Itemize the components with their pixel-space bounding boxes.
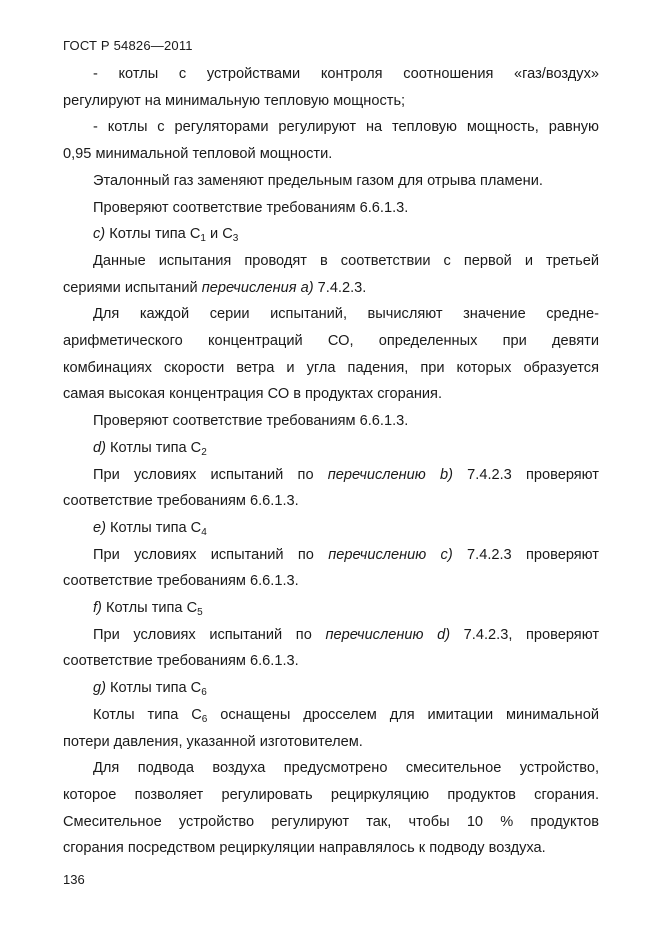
paragraph-5-line-1 — [63, 248, 599, 275]
heading-text: и С — [205, 226, 233, 243]
item-letter: g) — [93, 680, 106, 697]
text-line: При условиях испытаний по — [93, 626, 326, 643]
text-line: Смесительное устройство регулируют так, чтобы 10 % продуктов — [63, 813, 599, 830]
paragraph-9-line-1 — [63, 542, 599, 569]
subsection-heading-d — [63, 435, 599, 462]
paragraph-6-line-3 — [63, 355, 599, 382]
paragraph-12-line-3 — [63, 809, 599, 836]
text-line: которое позволяет регулировать рециркуляцию продуктов сгорания. — [63, 786, 599, 803]
paragraph-6-line-2 — [63, 328, 599, 355]
paragraph-11-line-1 — [63, 702, 599, 729]
text-line: самая высокая концентрация СО в продуктах сгорания. — [63, 386, 443, 403]
paragraph-6-line-1 — [63, 301, 599, 328]
paragraph-12-line-1 — [63, 755, 599, 782]
text-line: 7.4.2.3. — [313, 279, 367, 296]
subscript: 5 — [197, 607, 203, 619]
text-line: Котлы типа С — [93, 706, 202, 723]
text-line: соответствие требованиям 6.6.1.3. — [63, 493, 299, 510]
heading-text: Котлы типа С — [105, 680, 202, 697]
text-line: 7.4.2.3 проверяют — [452, 546, 599, 563]
paragraph-9-line-2 — [63, 568, 599, 595]
subscript: 1 — [200, 233, 206, 245]
paragraph-12-line-4 — [63, 835, 599, 862]
subscript: 6 — [201, 687, 207, 699]
paragraph-4: Проверяют соответствие требованиям 6.6.1.3. — [93, 199, 409, 216]
text-line: регулируют на минимальную тепловую мощность; — [63, 92, 406, 109]
text-line: Для подвода воздуха предусмотрено смесительное устройство, — [93, 760, 599, 777]
text-line: - котлы с устройствами контроля соотношения «газ/воздух» — [93, 66, 599, 82]
paragraph-6-line-4 — [63, 381, 599, 408]
paragraph-3: Эталонный газ заменяют предельным газом для отрыва пламени. — [93, 172, 543, 189]
paragraph-1-line-2 — [63, 88, 599, 115]
document-header: ГОСТ Р 54826—2011 — [63, 38, 193, 53]
text-line: оснащены дросселем для имитации минимальной — [207, 706, 599, 723]
subsection-heading-f — [63, 595, 599, 622]
item-reference: перечисления а) — [201, 279, 314, 296]
item-letter: e) — [93, 519, 106, 536]
heading-text: Котлы типа С — [105, 439, 202, 456]
text-line: 7.4.2.3 проверяют — [452, 466, 599, 483]
item-letter: d) — [93, 439, 106, 456]
item-letter: f) — [93, 600, 102, 617]
paragraph-10-line-1 — [63, 622, 599, 649]
paragraph-2-line-2 — [63, 141, 599, 168]
text-line: Для каждой серии испытаний, вычисляют значение средне- — [93, 306, 599, 323]
paragraph-2-line-1 — [63, 114, 599, 141]
text-line: арифметического концентраций СО, определенных при девяти — [63, 333, 599, 350]
text-line: При условиях испытаний по — [93, 466, 328, 483]
text-line: Данные испытания проводят в соответствии с первой и третьей — [93, 252, 599, 269]
text-line: сериями испытаний — [63, 279, 202, 296]
page-number: 136 — [63, 872, 85, 887]
text-line: потери давления, указанной изготовителем. — [63, 733, 363, 750]
subscript: 3 — [232, 233, 239, 245]
paragraph-12-line-2 — [63, 782, 599, 809]
heading-text: Котлы типа С — [101, 600, 198, 617]
item-reference: перечислению b) — [327, 466, 453, 483]
heading-text: Котлы типа С — [105, 519, 202, 536]
text-line: 0,95 минимальной тепловой мощности. — [63, 146, 333, 163]
paragraph-1-line-1 — [63, 61, 599, 88]
paragraph-8-line-1 — [63, 462, 599, 489]
item-reference: перечислению d) — [325, 626, 451, 643]
item-reference: перечислению с) — [328, 546, 453, 563]
text-line: - котлы с регуляторами регулируют на тепловую мощность, равную — [93, 119, 599, 136]
text-line: соответствие требованиям 6.6.1.3. — [63, 573, 299, 590]
item-letter: c) — [93, 226, 106, 243]
paragraph-8-line-2 — [63, 488, 599, 515]
subscript: 4 — [201, 526, 207, 538]
paragraph-5-line-2 — [63, 275, 599, 302]
heading-text: Котлы типа С — [105, 226, 201, 243]
subscript: 2 — [201, 446, 207, 458]
text-line: сгорания посредством рециркуляции направлялось к подводу воздуха. — [63, 840, 546, 857]
subscript: 6 — [201, 713, 208, 725]
paragraph-11-line-2 — [63, 729, 599, 756]
subsection-heading-g — [63, 675, 599, 702]
paragraph-7: Проверяют соответствие требованиям 6.6.1.3. — [93, 413, 409, 430]
subsection-heading-c — [63, 221, 599, 248]
subsection-heading-e — [63, 515, 599, 542]
paragraph-10-line-2 — [63, 648, 599, 675]
text-line: комбинациях скорости ветра и угла падения, при которых образуется — [63, 359, 599, 376]
text-line: При условиях испытаний по — [93, 546, 329, 563]
text-line: 7.4.2.3, проверяют — [450, 626, 599, 643]
text-line: соответствие требованиям 6.6.1.3. — [63, 653, 299, 670]
page-body — [63, 61, 599, 862]
